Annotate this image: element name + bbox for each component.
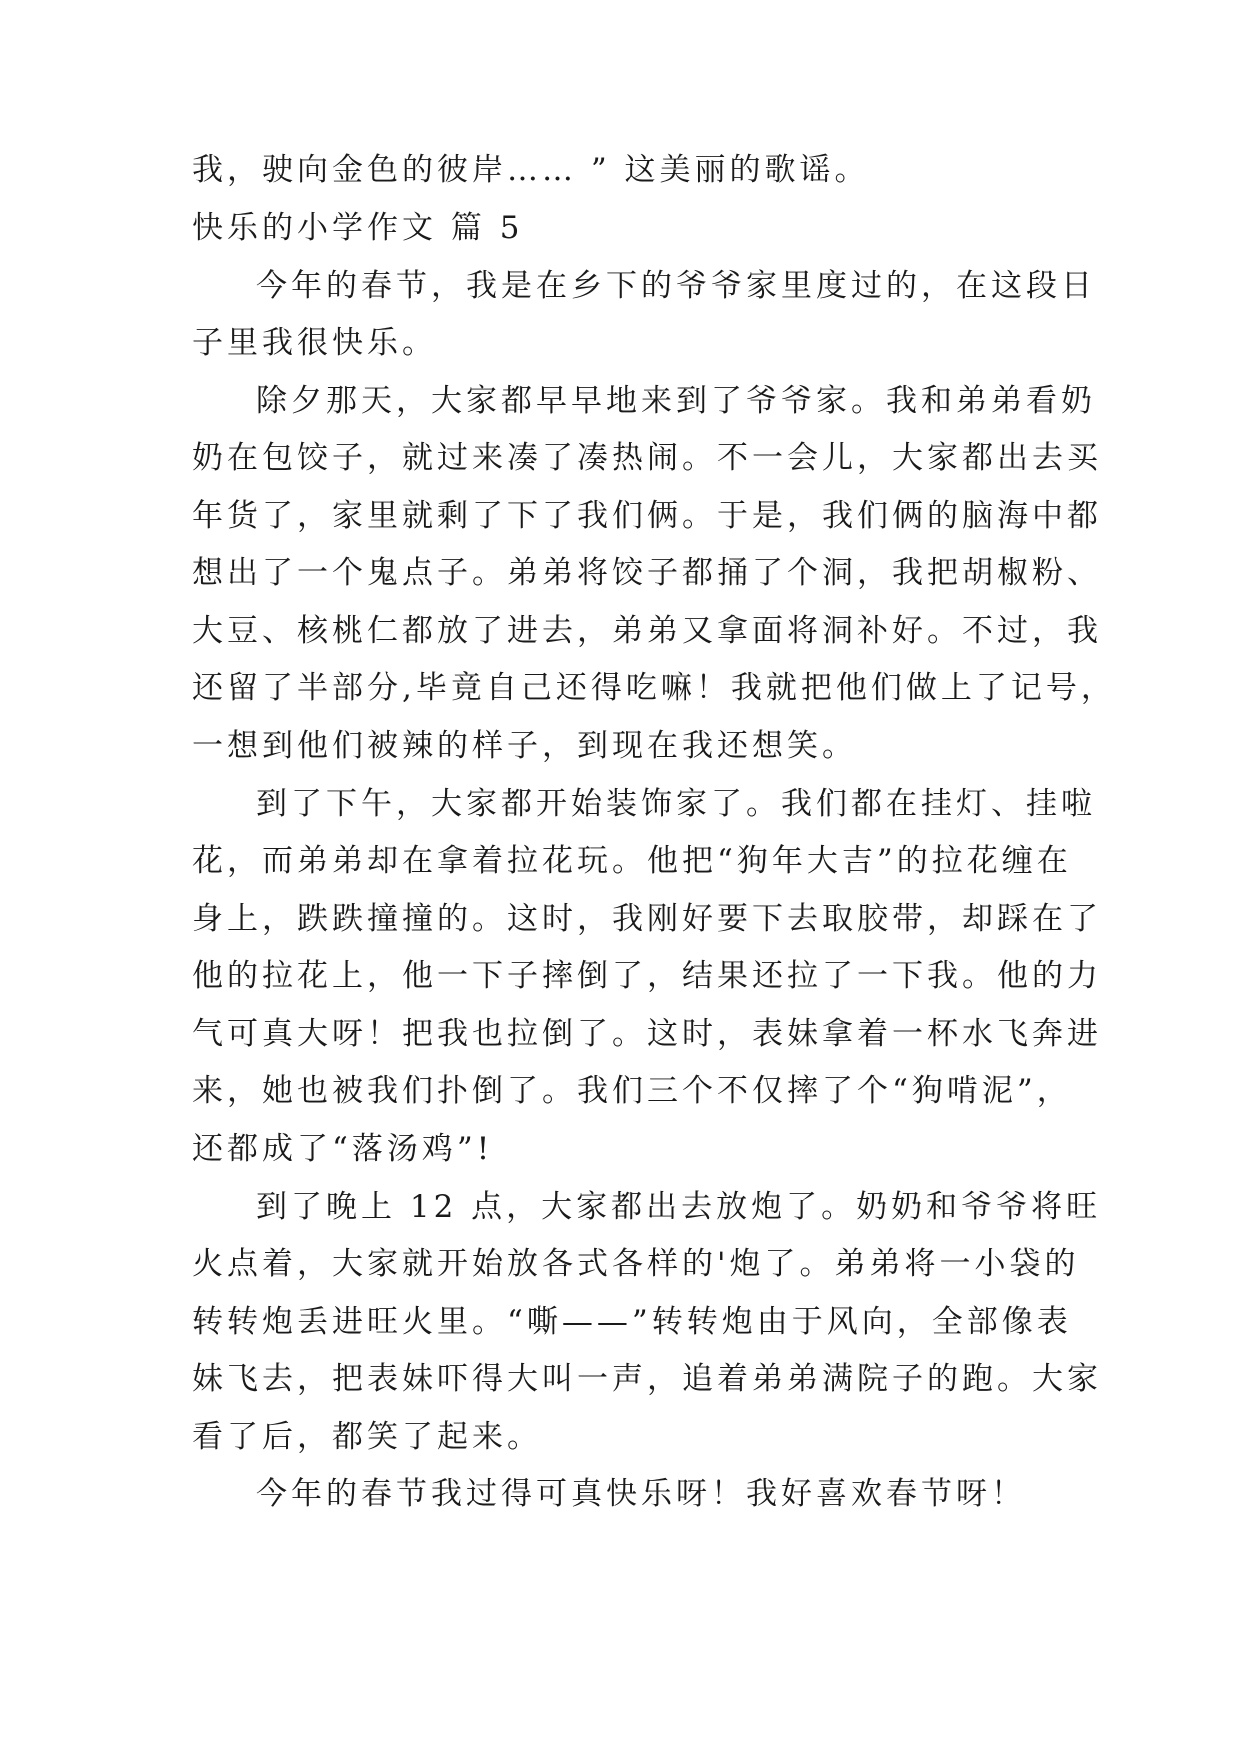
text-line: 到了下午，大家都开始装饰家了。我们都在挂灯、挂啦 — [256, 786, 1096, 822]
text-line: 大豆、核桃仁都放了进去，弟弟又拿面将洞补好。不过，我 — [192, 613, 1102, 649]
text-line: 到了晚上 12 点，大家都出去放炮了。奶奶和爷爷将旺 — [256, 1189, 1102, 1225]
text-line: 年货了，家里就剩了下了我们俩。于是，我们俩的脑海中都 — [192, 498, 1102, 534]
text-line: 子里我很快乐。 — [192, 325, 437, 361]
text-line: 还留了半部分,毕竟自己还得吃嘛！我就把他们做上了记号， — [192, 670, 1116, 706]
text-line: 想出了一个鬼点子。弟弟将饺子都捅了个洞，我把胡椒粉、 — [192, 555, 1102, 591]
text-line: 看了后，都笑了起来。 — [192, 1419, 542, 1455]
text-line: 除夕那天，大家都早早地来到了爷爷家。我和弟弟看奶 — [256, 383, 1096, 419]
text-line: 妹飞去，把表妹吓得大叫一声，追着弟弟满院子的跑。大家 — [192, 1361, 1102, 1397]
text-line: 我，驶向金色的彼岸…… ” 这美丽的歌谣。 — [192, 152, 870, 188]
text-line: 来，她也被我们扑倒了。我们三个不仅摔了个“狗啃泥”， — [192, 1073, 1072, 1109]
text-line: 身上，跌跌撞撞的。这时，我刚好要下去取胶带，却踩在了 — [192, 901, 1102, 937]
text-line: 他的拉花上，他一下子摔倒了，结果还拉了一下我。他的力 — [192, 958, 1102, 994]
essay-heading: 快乐的小学作文 篇 5 — [192, 210, 524, 246]
text-line: 转转炮丢进旺火里。“嘶——”转转炮由于风向，全部像表 — [192, 1304, 1072, 1340]
text-line: 还都成了“落汤鸡”! — [192, 1131, 494, 1167]
text-line: 今年的春节，我是在乡下的爷爷家里度过的，在这段日 — [256, 268, 1096, 304]
text-line: 火点着，大家就开始放各式各样的'炮了。弟弟将一小袋的 — [192, 1246, 1080, 1282]
text-line: 花，而弟弟却在拿着拉花玩。他把“狗年大吉”的拉花缠在 — [192, 843, 1072, 879]
text-line: 今年的春节我过得可真快乐呀！我好喜欢春节呀！ — [256, 1476, 1026, 1512]
text-line: 一想到他们被辣的样子，到现在我还想笑。 — [192, 728, 857, 764]
text-line: 奶在包饺子，就过来凑了凑热闹。不一会儿，大家都出去买 — [192, 440, 1102, 476]
text-line: 气可真大呀！把我也拉倒了。这时，表妹拿着一杯水飞奔进 — [192, 1016, 1102, 1052]
